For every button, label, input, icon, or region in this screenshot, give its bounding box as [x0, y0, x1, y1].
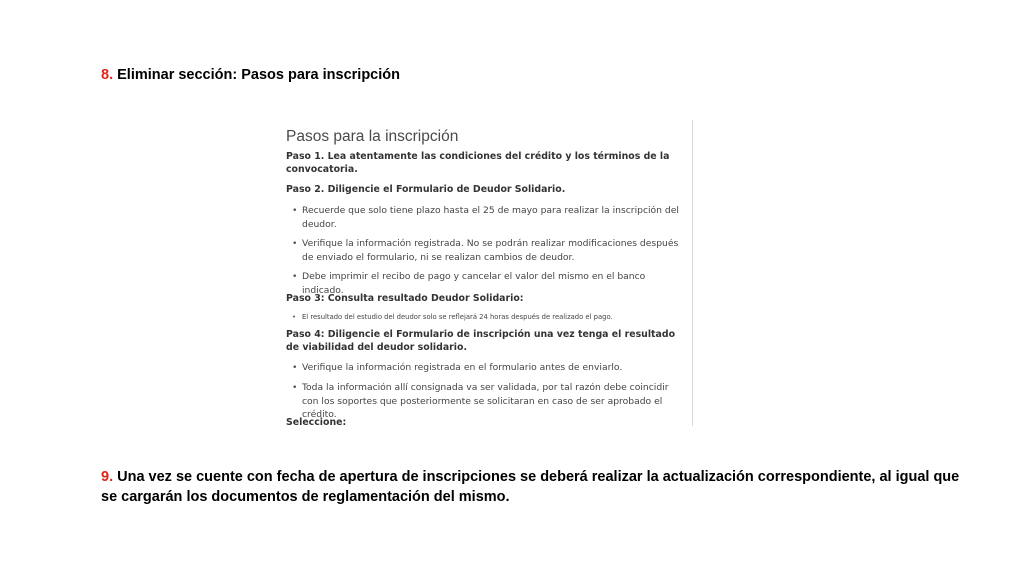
select-label: Seleccione: — [286, 417, 347, 428]
step-1: Paso 1. Lea atentamente las condiciones del crédito y los términos de la convocatoria. — [286, 151, 670, 175]
item-9-number: 9. — [101, 469, 114, 485]
step-2-bullet: • Debe imprimir el recibo de pago y cancelar el valor del mismo en el banco indicado. — [292, 270, 682, 297]
step-2: Paso 2. Diligencie el Formulario de Deudor Solidario. — [286, 184, 566, 195]
step-4-bullet: • Toda la información allí consignada va ser validada, por tal razón debe coincidir con los soportes que posteriormente se solicitaran en caso de ser aprobado el crédito. — [292, 381, 682, 422]
item-9-paragraph — [101, 467, 961, 507]
step-4: Paso 4: Diligencie el Formulario de inscripción una vez tenga el resultado de viabilidad del deudor solidario. — [286, 329, 676, 353]
item-8-heading — [101, 67, 400, 83]
item-9-text: Una vez se cuente con fecha de apertura de inscripciones se deberá realizar la actualización correspondiente, al igual que se cargarán los documentos de reglamentación del mismo. — [101, 469, 960, 505]
embedded-screenshot — [278, 120, 693, 426]
step-4-bullet: • Verifique la información registrada en el formulario antes de enviarlo. — [292, 361, 682, 375]
step-2-bullet: • Recuerde que solo tiene plazo hasta el 25 de mayo para realizar la inscripción del deudor. — [292, 204, 682, 231]
steps-title: Pasos para la inscripción — [286, 128, 459, 145]
step-3-bullet: • El resultado del estudio del deudor solo se reflejará 24 horas después de realizado el pago. — [292, 312, 682, 322]
item-8-number: 8. — [101, 67, 114, 83]
item-8-text: Eliminar sección: Pasos para inscripción — [113, 67, 400, 83]
step-2-bullet: • Verifique la información registrada. No se podrán realizar modificaciones después de enviado el formulario, ni se realizan cambios de deudor. — [292, 237, 682, 264]
step-3: Paso 3: Consulta resultado Deudor Solidario: — [286, 293, 524, 304]
